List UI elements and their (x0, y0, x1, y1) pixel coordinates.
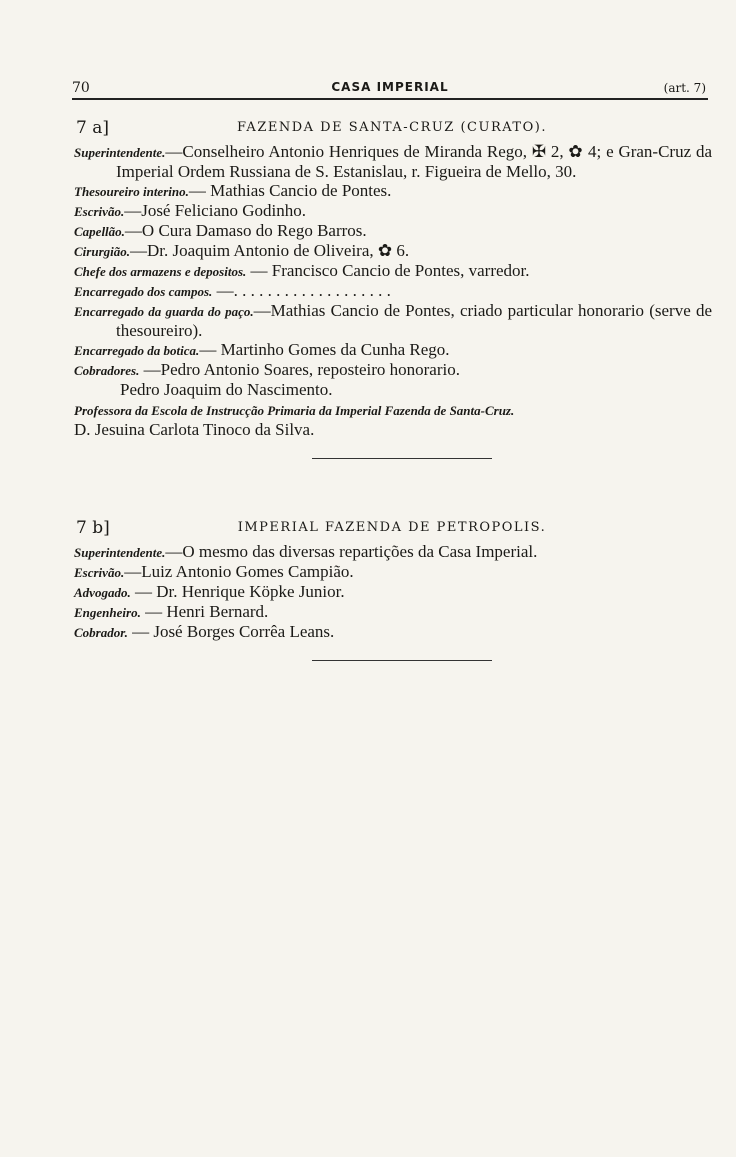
entry-text: —O mesmo das diversas repartições da Casa Imperial. (165, 542, 538, 561)
role-label: Engenheiro. (74, 605, 141, 620)
entry-text: —Mathias Cancio de Pontes, criado particular honorario (serve de thesoureiro). (116, 301, 712, 340)
entry-text: — Mathias Cancio de Pontes. (188, 181, 392, 200)
role-label: Advogado. (74, 585, 131, 600)
section-title: IMPERIAL FAZENDA DE PETROPOLIS. (237, 520, 547, 535)
entry-text: —Dr. Joaquim Antonio de Oliveira, ✿ 6. (130, 241, 410, 260)
role-label: Encarregado dos campos. (74, 284, 213, 299)
entry-cirurgiao (72, 241, 712, 261)
role-label: Cobrador. (74, 625, 128, 640)
role-label: Cirurgião. (74, 244, 130, 259)
entry-engenheiro (72, 602, 712, 622)
entry-text: Pedro Joaquim do Nascimento. (120, 380, 333, 399)
role-label: Encarregado da botica. (74, 343, 200, 358)
entry-text: —O Cura Damaso do Rego Barros. (124, 221, 367, 240)
entry-cobradores (72, 360, 712, 380)
entry-text: — Dr. Henrique Köpke Junior. (130, 582, 345, 601)
section-divider (312, 458, 492, 459)
role-label: Chefe dos armazens e depositos. (74, 264, 247, 279)
entry-text: —Pedro Antonio Soares, reposteiro honorario. (139, 360, 460, 379)
section-label: 7 b] (76, 518, 110, 538)
page-number: 70 (72, 80, 90, 96)
section-label: 7 a] (76, 118, 109, 138)
page-header (72, 80, 708, 100)
role-label: Encarregado da guarda do paço. (74, 304, 254, 319)
entry-encarregado-botica (72, 340, 712, 360)
entry-encarregado-guarda (72, 301, 712, 340)
role-label: Thesoureiro interino. (74, 184, 189, 199)
entry-professora-name (72, 420, 712, 440)
entry-text: —Conselheiro Antonio Henriques de Miranda Rego, ✠ 2, ✿ 4; e Gran-Cruz da Imperial Ordem Russiana de S. Estanislau, r. Figueira de Mello, 30. (116, 142, 712, 181)
entry-encarregado-campos (72, 281, 712, 301)
role-label: Superintendente. (74, 545, 166, 560)
entry-thesoureiro (72, 181, 712, 201)
role-label: Cobradores. (74, 363, 140, 378)
entry-text: — Martinho Gomes da Cunha Rego. (199, 340, 450, 359)
entry-text: —. . . . . . . . . . . . . . . . . . . (212, 281, 391, 300)
entry-superintendente (72, 542, 712, 562)
section-petropolis (72, 518, 712, 661)
entry-text: — Henri Bernard. (140, 602, 269, 621)
role-label: Escrivão. (74, 565, 125, 580)
article-reference: (art. 7) (663, 81, 706, 95)
entry-professora (72, 400, 712, 420)
entry-chefe-armazens (72, 261, 712, 281)
running-title: CASA IMPERIAL (331, 80, 449, 94)
entry-text: — José Borges Corrêa Leans. (127, 622, 335, 641)
entry-escrivao (72, 562, 712, 582)
entry-text: —José Feliciano Godinho. (124, 201, 306, 220)
entry-text: D. Jesuina Carlota Tinoco da Silva. (74, 420, 315, 439)
section-santa-cruz (72, 118, 712, 459)
role-label: Capellão. (74, 224, 125, 239)
section-title: FAZENDA DE SANTA-CRUZ (CURATO). (237, 120, 547, 135)
entry-text: — Francisco Cancio de Pontes, varredor. (246, 261, 530, 280)
entry-cobrador (72, 622, 712, 642)
section-heading (72, 518, 712, 542)
section-divider (312, 660, 492, 661)
entry-escrivao (72, 201, 712, 221)
entry-cobrador-2 (72, 380, 712, 400)
entry-capellao (72, 221, 712, 241)
role-label: Professora da Escola de Instrucção Primaria da Imperial Fazenda de Santa-Cruz. (74, 403, 515, 418)
entry-text: —Luiz Antonio Gomes Campião. (124, 562, 354, 581)
entry-superintendente (72, 142, 712, 181)
role-label: Superintendente. (74, 145, 166, 160)
section-heading (72, 118, 712, 142)
entry-advogado (72, 582, 712, 602)
role-label: Escrivão. (74, 204, 125, 219)
